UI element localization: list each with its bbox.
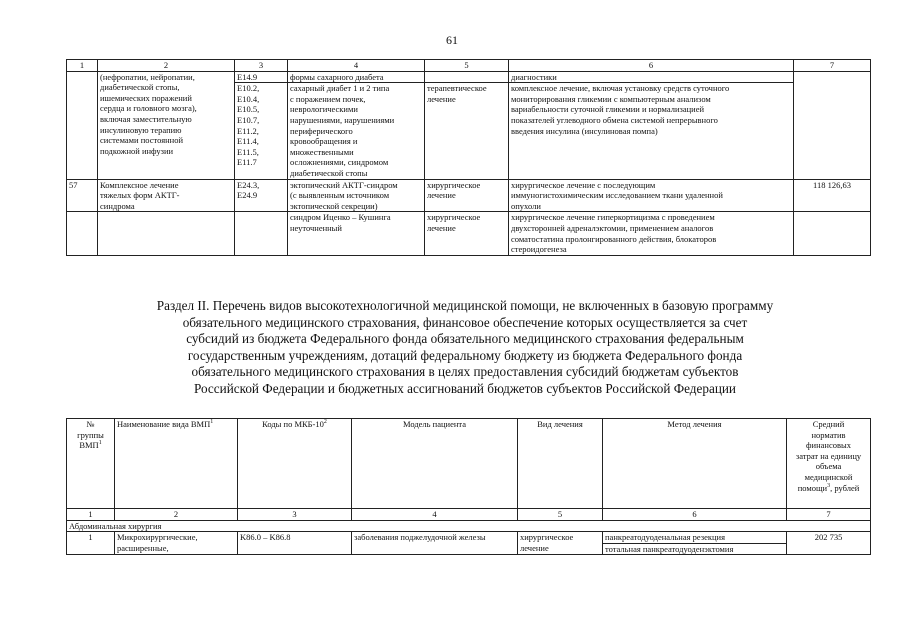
cost-cell: [794, 212, 871, 255]
treatment-type-cell: терапевтическое лечение: [425, 83, 509, 179]
col-number-6: 6: [509, 60, 794, 72]
header-patient-model: Модель пациента: [352, 419, 518, 509]
table-section-1-continuation: [66, 59, 871, 256]
col-number-4: 4: [352, 509, 518, 521]
col-number-2: 2: [98, 60, 235, 72]
treatment-method-cell: хирургическое лечение с последующим иммуногистохимическим исследованием ткани удаленной опухоли: [509, 179, 794, 212]
header-icd-codes: Коды по МКБ-$10^2$: [238, 419, 352, 509]
header-vmp-name: Наименование вида ВМП$^1$: [115, 419, 238, 509]
col-number-5: 5: [425, 60, 509, 72]
col-number-6: 6: [603, 509, 787, 521]
col-number-5: 5: [518, 509, 603, 521]
col-number-1: 1: [67, 60, 98, 72]
table-row: [67, 532, 871, 544]
header-average-cost: Средний норматив финансовых затрат на единицу объема медицинской помощи$^3$, рублей: [787, 419, 871, 509]
vmp-name-cell: [98, 212, 235, 255]
icd-codes-cell: E24.3, E24.9: [235, 179, 288, 212]
treatment-method-cell: хирургическое лечение гиперкортицизма с проведением двухсторонней адреналэктомии, применением аналогов соматостатина пролонгированного действия, блокаторов стероидогенеза: [509, 212, 794, 255]
icd-codes-cell: E10.2, E10.4, E10.5, E10.7, E11.2, E11.4, E11.5, E11.7: [235, 83, 288, 179]
patient-model-cell: сахарный диабет 1 и 2 типа с поражением почек, неврологическими нарушениями, нарушениями периферического кровообращения и множественными осложнениями, синдромом диабетической стопы: [288, 83, 425, 179]
patient-model-cell: синдром Иценко – Кушинга неуточненный: [288, 212, 425, 255]
col-number-1: 1: [67, 509, 115, 521]
table-category-row: [67, 520, 871, 532]
header-treatment-method: Метод лечения: [603, 419, 787, 509]
vmp-name-cell: Микрохирургические, расширенные,: [115, 532, 238, 555]
table-row: [67, 212, 871, 255]
treatment-method-cell: комплексное лечение, включая установку средств суточного мониторирования гликемии с компьютерным анализом вариабельности суточной гликемии и нормализацией показателей углеводного обмена системой непрерывного введения инсулина (инсулиновая помпа): [509, 83, 794, 179]
col-number-7: 7: [787, 509, 871, 521]
treatment-type-cell: хирургическое лечение: [425, 179, 509, 212]
treatment-type-cell: хирургическое лечение: [425, 212, 509, 255]
table-row: [67, 179, 871, 212]
icd-codes-cell: K86.0 – K86.8: [238, 532, 352, 555]
treatment-type-cell: [425, 71, 509, 83]
cost-cell: [794, 71, 871, 179]
section-title: Раздел II. Перечень видов высокотехнологичной медицинской помощи, не включенных в базовую программу обязательного медицинского страхования, финансовое обеспечение которых осуществляется за счет субсидий из бюджета Федерального фонда обязательного медицинского страхования федеральным государственным учреждениям, дотаций федеральному бюджету из бюджета Федерального фонда обязательного медицинского страхования в целях предоставления субсидий бюджетам субъектов Российской Федерации и бюджетных ассигнований бюджетов субъектов Российской Федерации: [156, 298, 774, 396]
row-number-cell: 57: [67, 179, 98, 212]
col-number-7: 7: [794, 60, 871, 72]
row-number-cell: [67, 71, 98, 179]
category-cell: Абдоминальная хирургия: [67, 520, 871, 532]
treatment-method-cell: тотальная панкреатодуоденэктомия: [603, 543, 787, 555]
col-number-3: 3: [235, 60, 288, 72]
table-column-numbers: [67, 509, 871, 521]
row-number-cell: [67, 212, 98, 255]
vmp-name-cell: Комплексное лечение тяжелых форм АКТГ- синдрома: [98, 179, 235, 212]
patient-model-cell: заболевания поджелудочной железы: [352, 532, 518, 555]
treatment-type-cell: хирургическое лечение: [518, 532, 603, 555]
row-number-cell: 1: [67, 532, 115, 555]
header-treatment-type: Вид лечения: [518, 419, 603, 509]
treatment-method-cell: панкреатодуоденальная резекция: [603, 532, 787, 544]
icd-code-cell: E14.9: [235, 71, 288, 83]
icd-codes-cell: [235, 212, 288, 255]
col-number-2: 2: [115, 509, 238, 521]
cost-cell: 118 126,63: [794, 179, 871, 212]
table-header-row: [67, 419, 871, 509]
header-group-number: № группы ВМП$^1$: [67, 419, 115, 509]
treatment-method-cell: диагностики: [509, 71, 794, 83]
col-number-4: 4: [288, 60, 425, 72]
vmp-name-cell: (нефропатии, нейропатии, диабетической стопы, ишемических поражений сердца и головного мозга), включая заместительную инсулиновую терапию системами постоянной подкожной инфузии: [98, 71, 235, 179]
table-row: [67, 71, 871, 83]
col-number-3: 3: [238, 509, 352, 521]
page-number: 61: [446, 33, 458, 47]
patient-model-cell: эктопический АКТГ-синдром (с выявленным источником эктопической секреции): [288, 179, 425, 212]
table-section-2: [66, 418, 871, 555]
patient-model-cell: формы сахарного диабета: [288, 71, 425, 83]
table-column-numbers: [67, 60, 871, 72]
cost-cell: 202 735: [787, 532, 871, 555]
